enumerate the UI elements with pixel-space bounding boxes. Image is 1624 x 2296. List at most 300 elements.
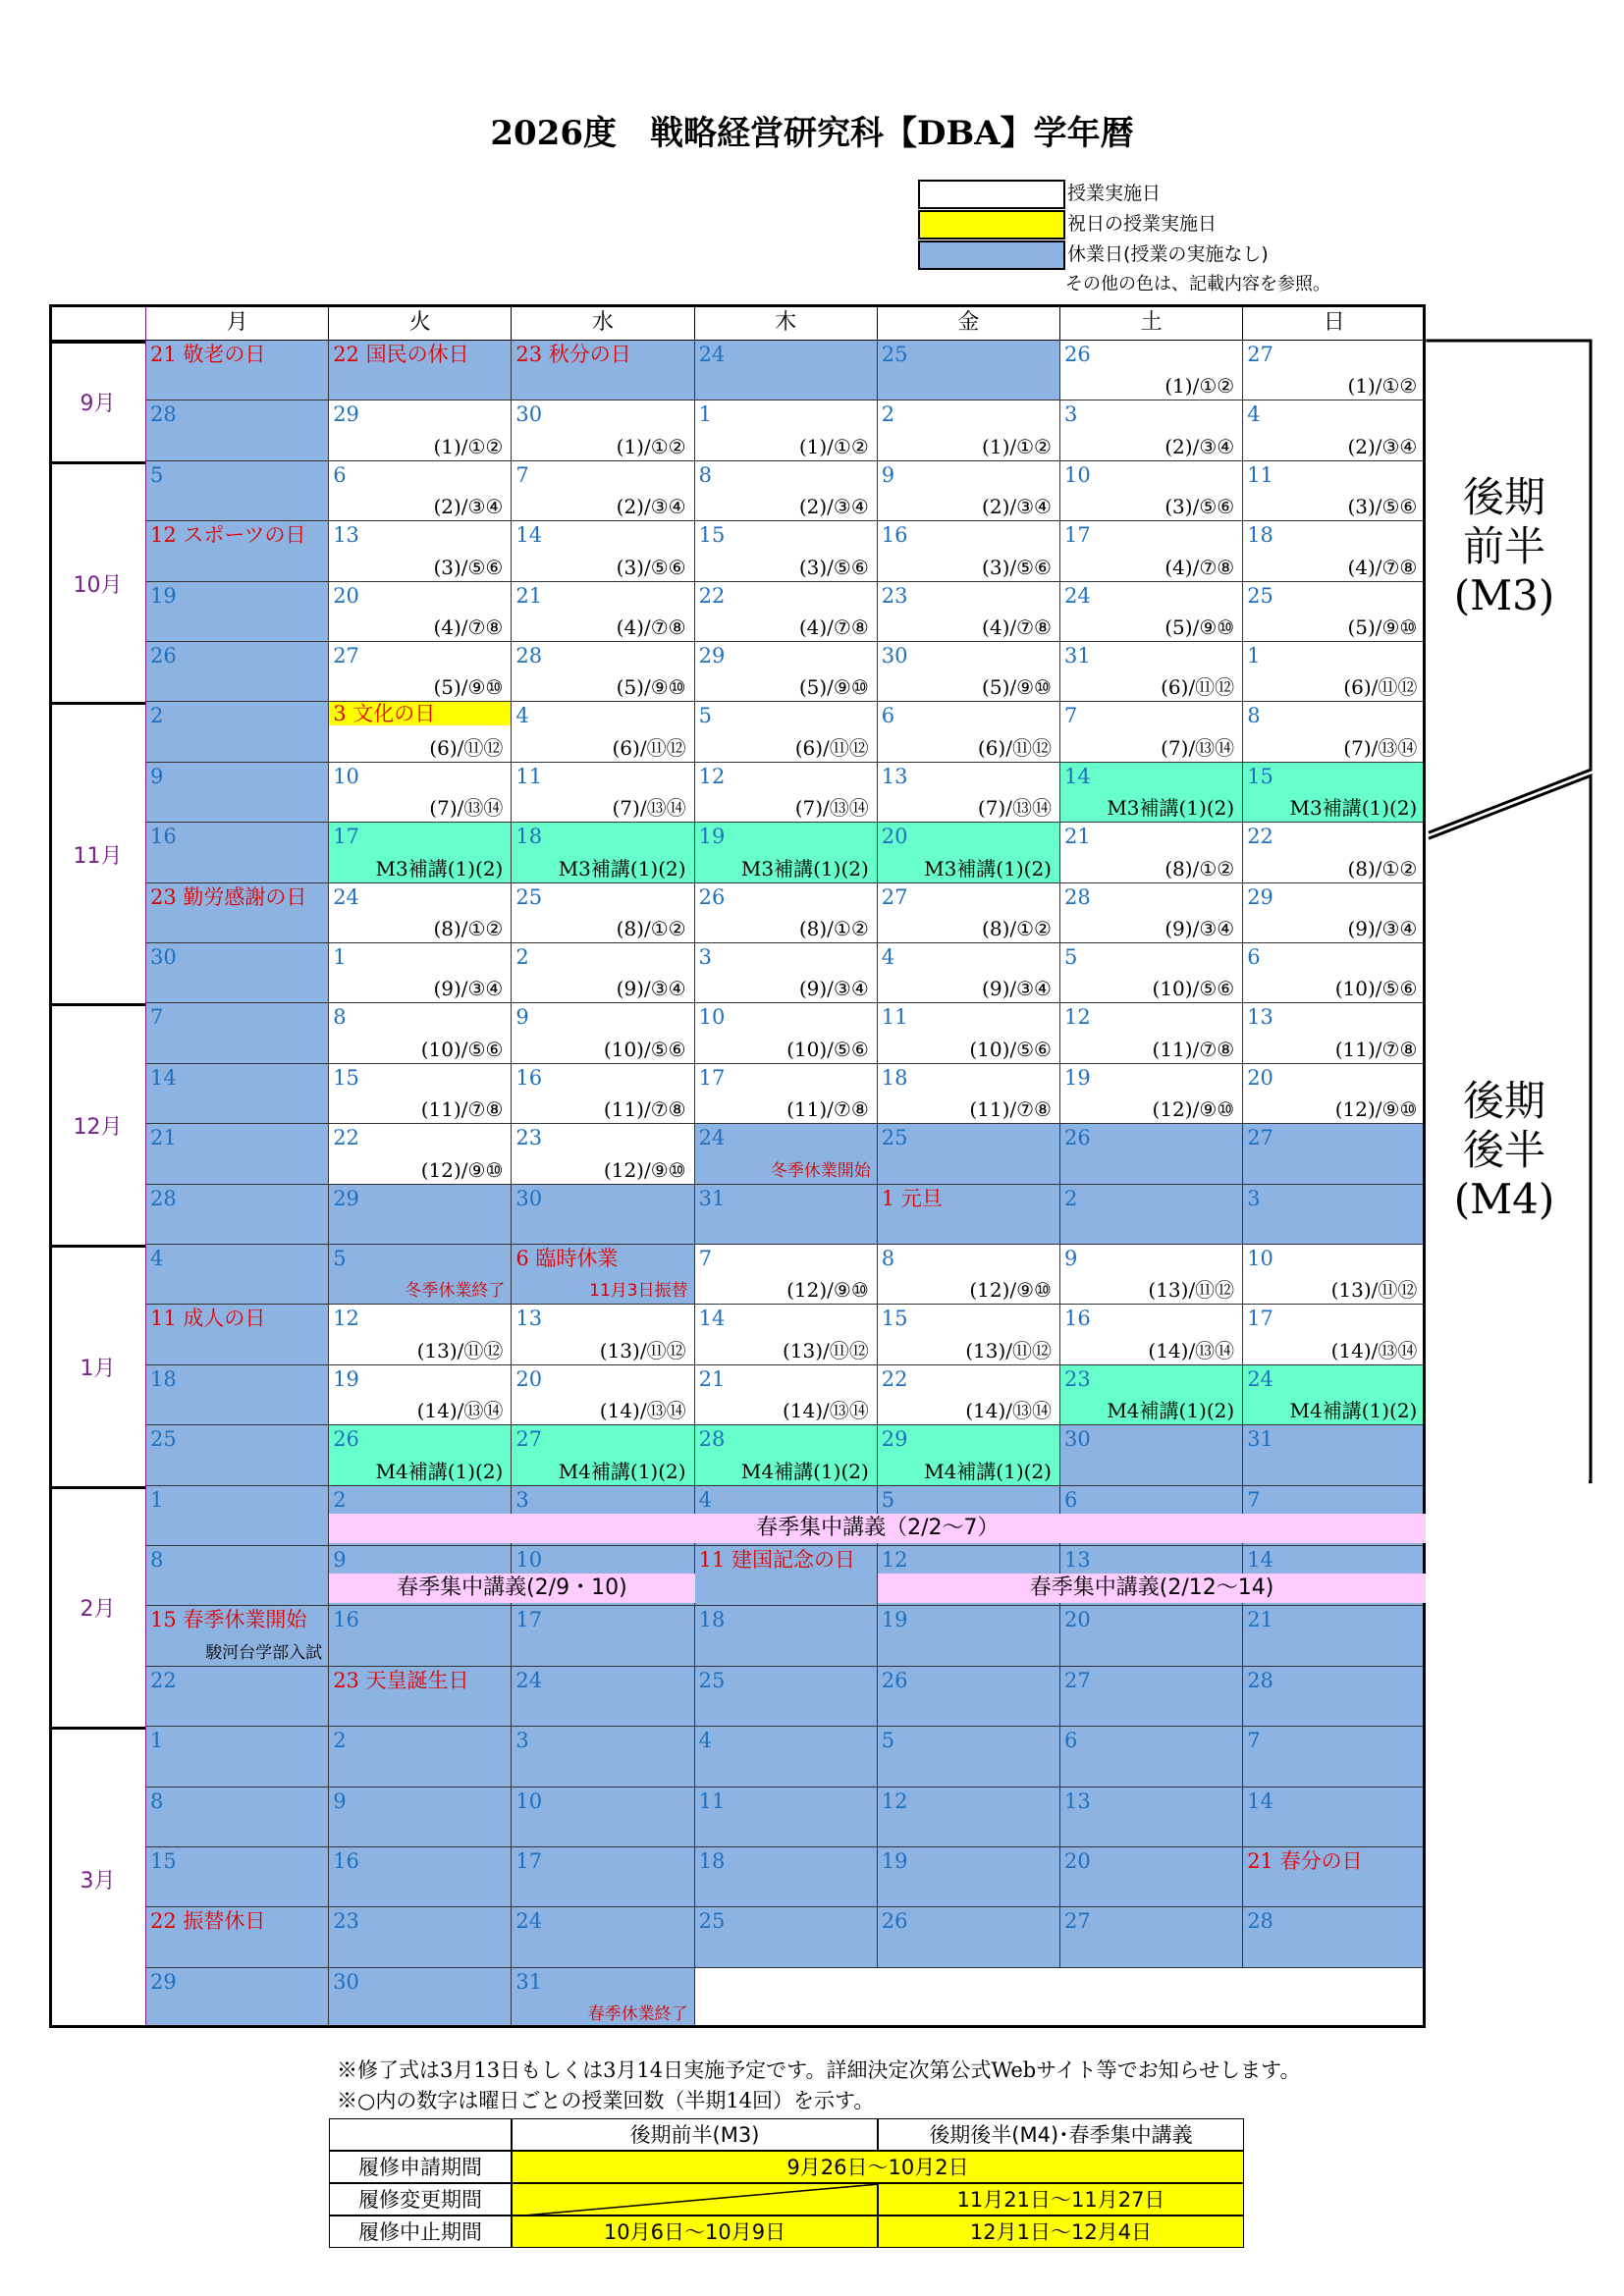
day-cell [695, 1245, 878, 1305]
day-number: 13 [1064, 1548, 1091, 1572]
day-cell [1060, 642, 1243, 702]
day-number: 27 [1247, 343, 1273, 366]
day-number: 26 [881, 1668, 908, 1692]
day-cell [878, 1907, 1060, 1967]
day-number: 22 国民の休日 [333, 343, 469, 366]
day-number: 26 [698, 884, 726, 909]
class-session: (8)/①② [1164, 856, 1235, 881]
day-cell [1060, 341, 1243, 400]
day-number: 12 [1064, 1005, 1091, 1030]
day-number: 18 [698, 1849, 726, 1873]
day-number: 2 [333, 1487, 347, 1512]
day-cell [1243, 763, 1426, 823]
class-session: (11)/⑦⑧ [1334, 1037, 1418, 1061]
day-number: 10 [515, 1548, 543, 1572]
class-session: (3)/⑤⑥ [798, 555, 869, 579]
day-cell [146, 521, 329, 581]
reg-apply-period: 9月26日～10月2日 [512, 2151, 1244, 2183]
weekday-6: 日 [1243, 304, 1426, 341]
class-session: M3補講(1)(2) [1107, 796, 1235, 821]
class-session: (14)/⑬⑭ [1148, 1338, 1235, 1362]
day-cell [329, 400, 512, 460]
day-number: 9 [333, 1789, 347, 1813]
class-session: (3)/⑤⑥ [433, 555, 504, 579]
class-session: (10)/⑤⑥ [1152, 977, 1235, 1001]
day-number: 20 [515, 1366, 543, 1391]
day-cell [512, 642, 694, 702]
day-number: 25 [698, 1668, 726, 1692]
day-number: 18 [150, 1366, 177, 1391]
day-number: 23 [1064, 1366, 1091, 1391]
day-number: 12 [881, 1789, 908, 1813]
day-cell [1060, 943, 1243, 1003]
day-number: 9 [881, 462, 895, 487]
day-number: 31 [1064, 644, 1091, 667]
day-cell [329, 1606, 512, 1666]
event-bar: 春季集中講義（2/2～7） [329, 1514, 1426, 1543]
day-number: 2 [1064, 1186, 1078, 1210]
day-number: 4 [881, 945, 895, 969]
class-session: (12)/⑨⑩ [1152, 1097, 1235, 1122]
page-title: 2026度 戦略経営研究科【DBA】学年暦 [490, 114, 1134, 153]
day-cell [1060, 1907, 1243, 1967]
legend-swatch-blue [918, 240, 1065, 270]
day-cell [878, 823, 1060, 882]
day-number: 1 [150, 1487, 164, 1512]
day-cell [329, 1245, 512, 1305]
class-session: (6)/⑪⑫ [429, 735, 504, 760]
day-number: 10 [1064, 462, 1091, 487]
class-session: M4補講(1)(2) [558, 1459, 686, 1483]
day-number: 29 [150, 1969, 177, 1994]
day-number: 27 [881, 884, 908, 909]
class-session: (7)/⑬⑭ [794, 796, 869, 821]
class-session: (9)/③④ [982, 977, 1052, 1001]
day-cell [146, 1124, 329, 1184]
day-number: 1 元旦 [881, 1186, 943, 1210]
month-label: 9月 [80, 392, 116, 417]
day-cell [329, 582, 512, 642]
month-label: 12月 [73, 1115, 123, 1141]
day-cell [329, 1727, 512, 1787]
footnote: ※○内の数字は曜日ごとの授業回数（半期14回）を示す。 [337, 2089, 875, 2112]
day-number: 26 [881, 1909, 908, 1934]
day-cell [329, 1185, 512, 1245]
day-number: 7 [1247, 1487, 1261, 1512]
day-number: 27 [1064, 1668, 1091, 1692]
day-number: 27 [515, 1427, 543, 1452]
day-cell [329, 1907, 512, 1967]
day-cell [512, 400, 694, 460]
day-number: 30 [150, 945, 177, 969]
class-session: (13)/⑪⑫ [1148, 1278, 1235, 1303]
class-session: (3)/⑤⑥ [1164, 495, 1235, 519]
day-number: 27 [1247, 1126, 1273, 1150]
weekday-2: 水 [512, 304, 694, 341]
day-number: 26 [1064, 343, 1091, 366]
day-cell [146, 1064, 329, 1124]
diagonal-line [513, 2184, 878, 2216]
day-number: 14 [698, 1307, 726, 1331]
reg-cancel-period-m4: 12月1日～12月4日 [878, 2216, 1244, 2248]
month-label: 10月 [73, 572, 123, 598]
reg-row-label: 履修中止期間 [329, 2216, 512, 2248]
day-number: 7 [698, 1247, 712, 1270]
day-cell [1243, 521, 1426, 581]
reg-change-period-m3 [512, 2183, 878, 2216]
day-number: 11 [1247, 462, 1273, 487]
day-cell [512, 1124, 694, 1184]
class-session: (9)/③④ [1164, 916, 1235, 940]
day-cell [1060, 582, 1243, 642]
day-cell [1243, 1667, 1426, 1727]
day-cell [695, 1847, 878, 1907]
day-cell [878, 1003, 1060, 1063]
day-cell [146, 642, 329, 702]
class-session: M3補講(1)(2) [1289, 796, 1418, 821]
day-cell [695, 400, 878, 460]
day-number: 26 [150, 644, 177, 667]
day-cell [695, 1546, 878, 1606]
day-cell [695, 1124, 878, 1184]
day-number: 20 [881, 825, 908, 849]
day-cell [1243, 1365, 1426, 1425]
day-number: 18 [1247, 523, 1273, 548]
day-cell [878, 702, 1060, 762]
day-cell [695, 521, 878, 581]
day-number: 4 [150, 1247, 164, 1270]
class-session: (13)/⑪⑫ [1330, 1278, 1418, 1303]
day-cell [329, 461, 512, 521]
day-cell [329, 943, 512, 1003]
day-number: 4 [698, 1729, 712, 1753]
weekday-0: 月 [146, 304, 329, 341]
day-cell [878, 400, 1060, 460]
day-cell [146, 1606, 329, 1666]
day-number: 19 [698, 825, 726, 849]
day-number: 28 [150, 1186, 177, 1210]
class-session: (6)/⑪⑫ [1343, 675, 1418, 700]
day-cell [512, 1305, 694, 1364]
day-cell [1243, 461, 1426, 521]
class-session: (4)/⑦⑧ [798, 614, 869, 639]
class-session: M4補講(1)(2) [740, 1459, 869, 1483]
day-cell [146, 883, 329, 943]
day-cell [512, 1847, 694, 1907]
day-number: 3 [1064, 402, 1078, 427]
day-number: 30 [515, 1186, 543, 1210]
day-number: 28 [1247, 1909, 1273, 1934]
day-cell [329, 341, 512, 400]
day-cell [329, 1847, 512, 1907]
legend-swatch-yellow [918, 210, 1065, 240]
day-number: 23 [515, 1126, 543, 1150]
day-number: 24 [1247, 1366, 1273, 1391]
day-number: 11 成人の日 [150, 1307, 266, 1331]
day-number: 26 [1064, 1126, 1091, 1150]
day-number: 5 [698, 704, 712, 728]
day-number: 14 [1247, 1548, 1273, 1572]
day-cell [1060, 1365, 1243, 1425]
class-session: (8)/①② [616, 916, 686, 940]
day-number: 17 [515, 1849, 543, 1873]
weekday-1: 火 [329, 304, 512, 341]
day-number: 4 [698, 1487, 712, 1512]
day-cell [695, 1003, 878, 1063]
day-number: 24 [333, 884, 359, 909]
day-number: 9 [150, 764, 164, 788]
class-session: (13)/⑪⑫ [782, 1338, 869, 1362]
class-session: (9)/③④ [433, 977, 504, 1001]
day-number: 5 [333, 1247, 347, 1270]
day-number: 6 臨時休業 [515, 1247, 619, 1270]
day-number: 28 [698, 1427, 726, 1452]
day-cell [512, 1003, 694, 1063]
day-number: 13 [1247, 1005, 1273, 1030]
class-session: (10)/⑤⑥ [969, 1037, 1052, 1061]
day-number: 12 [881, 1548, 908, 1572]
day-number: 17 [698, 1065, 726, 1090]
day-number: 13 [515, 1307, 543, 1331]
class-session: (8)/①② [798, 916, 869, 940]
class-session: (13)/⑪⑫ [599, 1338, 686, 1362]
day-cell [1243, 1003, 1426, 1063]
day-number: 12 [333, 1307, 359, 1331]
day-cell [146, 943, 329, 1003]
day-cell [1243, 1847, 1426, 1907]
day-number: 16 [333, 1608, 359, 1632]
class-session: (8)/①② [1347, 856, 1418, 881]
day-cell [1243, 1788, 1426, 1847]
day-number: 23 [881, 583, 908, 608]
class-session: M4補講(1)(2) [1289, 1399, 1418, 1423]
day-number: 18 [698, 1608, 726, 1632]
cell-note: 春季休業終了 [587, 2004, 688, 2025]
day-number: 25 [1247, 583, 1273, 608]
day-cell [878, 1727, 1060, 1787]
class-session: (7)/⑬⑭ [429, 796, 504, 821]
day-number: 22 [1247, 825, 1273, 849]
day-number: 17 [1064, 523, 1091, 548]
day-cell [329, 1124, 512, 1184]
class-session: (12)/⑨⑩ [969, 1278, 1052, 1303]
class-session: (4)/⑦⑧ [982, 614, 1052, 639]
weekday-3: 木 [695, 304, 878, 341]
class-session: (10)/⑤⑥ [1334, 977, 1418, 1001]
day-number: 16 [1064, 1307, 1091, 1331]
reg-row-label: 履修変更期間 [329, 2183, 512, 2216]
day-cell [878, 1365, 1060, 1425]
day-cell [512, 1606, 694, 1666]
side-label-text: 後期 前半 (M3) [1453, 473, 1555, 619]
day-number: 20 [1247, 1065, 1273, 1090]
day-cell [878, 883, 1060, 943]
day-number: 21 敬老の日 [150, 343, 266, 366]
day-cell [329, 883, 512, 943]
day-number: 26 [333, 1427, 359, 1452]
day-cell [329, 763, 512, 823]
class-session: (6)/⑪⑫ [794, 735, 869, 760]
day-cell [878, 1788, 1060, 1847]
class-session: (2)/③④ [798, 495, 869, 519]
day-cell [1060, 461, 1243, 521]
day-cell [695, 1064, 878, 1124]
day-number: 22 [333, 1126, 359, 1150]
day-number: 19 [1064, 1065, 1091, 1090]
day-cell [329, 702, 512, 762]
day-number: 13 [333, 523, 359, 548]
day-cell [146, 1968, 329, 2028]
day-cell [1060, 1847, 1243, 1907]
day-cell [1060, 1788, 1243, 1847]
day-number: 24 [515, 1668, 543, 1692]
day-number: 19 [150, 583, 177, 608]
class-session: (5)/⑨⑩ [798, 675, 869, 700]
day-cell [695, 763, 878, 823]
day-number: 6 [1064, 1487, 1078, 1512]
day-cell [512, 702, 694, 762]
day-cell [695, 1185, 878, 1245]
day-cell [329, 1667, 512, 1727]
class-session: (9)/③④ [798, 977, 869, 1001]
day-cell [512, 521, 694, 581]
class-session: (3)/⑤⑥ [1347, 495, 1418, 519]
day-number: 14 [1247, 1789, 1273, 1813]
class-session: (1)/①② [982, 434, 1052, 458]
reg-header-m4: 後期後半(M4)･春季集中講義 [878, 2118, 1244, 2151]
day-number: 17 [1247, 1307, 1273, 1331]
class-session: (14)/⑬⑭ [965, 1399, 1052, 1423]
day-number: 24 [515, 1909, 543, 1934]
class-session: (11)/⑦⑧ [786, 1097, 869, 1122]
day-cell [146, 400, 329, 460]
class-session: (11)/⑦⑧ [420, 1097, 504, 1122]
day-number: 21 [1247, 1608, 1273, 1632]
class-session: (6)/⑪⑫ [977, 735, 1052, 760]
class-session: (7)/⑬⑭ [612, 796, 686, 821]
day-number: 11 [881, 1005, 908, 1030]
day-number: 8 [333, 1005, 347, 1030]
weekday-header-blank [49, 304, 146, 341]
class-session: M4補講(1)(2) [924, 1459, 1052, 1483]
class-session: (1)/①② [616, 434, 686, 458]
class-session: (5)/⑨⑩ [1347, 614, 1418, 639]
day-cell [512, 823, 694, 882]
day-number: 12 [698, 764, 726, 788]
day-cell [1060, 1124, 1243, 1184]
class-session: (4)/⑦⑧ [1347, 555, 1418, 579]
day-cell [878, 1305, 1060, 1364]
day-number: 13 [1064, 1789, 1091, 1813]
day-number: 31 [698, 1186, 726, 1210]
day-number: 23 天皇誕生日 [333, 1668, 469, 1692]
day-number: 2 [333, 1729, 347, 1753]
day-cell [1243, 1064, 1426, 1124]
cell-note: 駿河台学部入試 [205, 1642, 323, 1663]
day-cell [512, 341, 694, 400]
day-number: 14 [1064, 764, 1091, 788]
day-number: 5 [881, 1487, 895, 1512]
day-cell [329, 1064, 512, 1124]
class-session: (1)/①② [1164, 374, 1235, 399]
day-number: 25 [881, 1126, 908, 1150]
day-number: 14 [515, 523, 543, 548]
day-cell [512, 1245, 694, 1305]
day-number: 21 春分の日 [1247, 1849, 1363, 1873]
day-number: 22 振替休日 [150, 1909, 266, 1934]
day-number: 15 [881, 1307, 908, 1331]
day-cell [146, 1003, 329, 1063]
day-number: 9 [333, 1548, 347, 1572]
day-cell [1060, 1606, 1243, 1666]
day-cell [146, 1185, 329, 1245]
day-cell [695, 823, 878, 882]
day-cell [329, 1425, 512, 1485]
day-number: 16 [515, 1065, 543, 1090]
day-number: 28 [150, 402, 177, 427]
cell-note: 冬季休業終了 [405, 1281, 506, 1302]
day-number: 21 [515, 583, 543, 608]
day-cell [329, 1003, 512, 1063]
class-session: (5)/⑨⑩ [1164, 614, 1235, 639]
class-session: (4)/⑦⑧ [1164, 555, 1235, 579]
day-number: 3 [515, 1729, 529, 1753]
class-session: (11)/⑦⑧ [969, 1097, 1052, 1122]
day-number: 30 [333, 1969, 359, 1994]
day-cell [1060, 702, 1243, 762]
day-cell [878, 943, 1060, 1003]
class-session: (5)/⑨⑩ [982, 675, 1052, 700]
day-cell [512, 763, 694, 823]
day-number: 30 [515, 402, 543, 427]
day-number: 23 勤労感謝の日 [150, 884, 307, 909]
day-cell [1060, 521, 1243, 581]
day-cell [1243, 1907, 1426, 1967]
class-session: (10)/⑤⑥ [786, 1037, 869, 1061]
day-cell [512, 883, 694, 943]
day-number: 4 [1247, 402, 1261, 427]
day-cell [1243, 1245, 1426, 1305]
day-cell [695, 702, 878, 762]
day-cell [512, 1968, 694, 2028]
class-session: (3)/⑤⑥ [616, 555, 686, 579]
day-cell [329, 1968, 512, 2028]
day-number: 13 [881, 764, 908, 788]
day-cell [146, 1546, 329, 1606]
day-cell [1060, 823, 1243, 882]
day-number: 3 文化の日 [329, 702, 511, 725]
day-cell [512, 943, 694, 1003]
day-cell [146, 1727, 329, 1787]
day-number: 1 [333, 945, 347, 969]
day-number: 8 [881, 1247, 895, 1270]
day-cell [1243, 823, 1426, 882]
legend-note: その他の色は、記載内容を参照。 [1065, 274, 1330, 294]
day-cell [512, 1185, 694, 1245]
class-session: (14)/⑬⑭ [782, 1399, 869, 1423]
class-session: (14)/⑬⑭ [1330, 1338, 1418, 1362]
day-cell [1243, 341, 1426, 400]
class-session: (1)/①② [1347, 374, 1418, 399]
side-label-m3 [1445, 473, 1563, 620]
day-number: 2 [150, 704, 164, 728]
day-number: 22 [698, 583, 726, 608]
day-cell [878, 1847, 1060, 1907]
day-cell [512, 461, 694, 521]
class-session: (1)/①② [433, 434, 504, 458]
day-number: 21 [698, 1366, 726, 1391]
day-number: 8 [698, 462, 712, 487]
